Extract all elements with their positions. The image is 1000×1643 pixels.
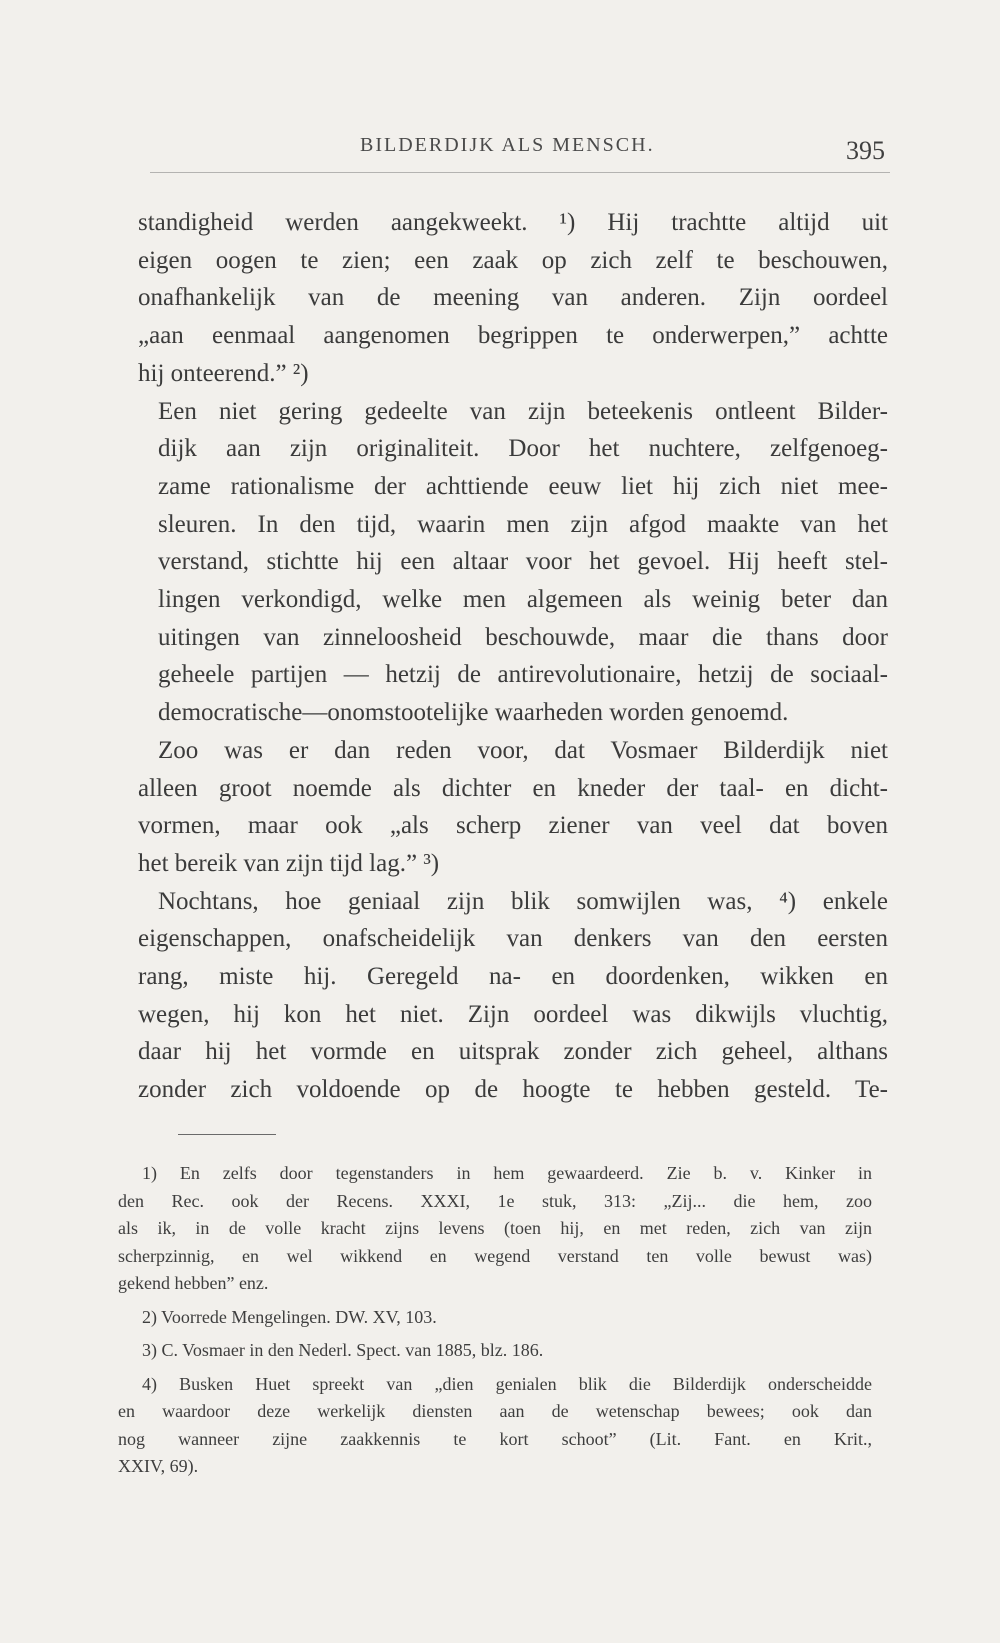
running-head <box>0 128 1000 168</box>
text-line: Zoo was er dan reden voor, dat Vosmaer Bilderdijk niet <box>158 736 888 764</box>
text-line: rang, miste hij. Geregeld na- en doordenken, wikken en <box>138 963 888 991</box>
text-line: verstand, stichtte hij een altaar voor het gevoel. Hij heeft stel- <box>158 548 888 576</box>
running-title: BILDERDIJK ALS MENSCH. <box>360 134 655 156</box>
text-line: eigenschappen, onafscheidelijk van denkers van den eersten <box>138 925 888 953</box>
footnote-line: nog wanneer zijne zaakkennis te kort schoot” (Lit. Fant. en Krit., <box>118 1428 872 1449</box>
footnote-line: en waardoor deze werkelijk diensten aan de wetenschap bewees; ook dan <box>118 1401 872 1421</box>
text-line: alleen groot noemde als dichter en kneder der taal- en dicht- <box>138 774 888 802</box>
footnote-line: scherpzinnig, en wel wikkend en wegend verstand ten volle bewust was) <box>118 1245 872 1266</box>
text-line: standigheid werden aangekweekt. ¹) Hij trachtte altijd uit <box>138 209 888 236</box>
text-line: daar hij het vormde en uitsprak zonder zich geheel, althans <box>138 1038 888 1066</box>
footnote-1 <box>118 1160 872 1298</box>
footnote-line: 3) C. Vosmaer in den Nederl. Spect. van 1885, blz. 186. <box>142 1340 544 1360</box>
paragraph-1 <box>138 204 888 393</box>
text-line: zame rationalisme der achttiende eeuw liet hij zich niet mee- <box>158 472 888 500</box>
footnote-line: 1) En zelfs door tegenstanders in hem gewaardeerd. Zie b. v. Kinker in <box>142 1163 872 1183</box>
text-line: lingen verkondigd, welke men algemeen als weinig beter dan <box>158 586 888 614</box>
text-line: vormen, maar ook „als scherp ziener van veel dat boven <box>138 812 888 840</box>
footnote-line: 2) Voorrede Mengelingen. DW. XV, 103. <box>142 1306 437 1327</box>
text-line: sleuren. In den tijd, waarin men zijn afgod maakte van het <box>158 510 888 538</box>
footnote-line: gekend hebben” enz. <box>118 1273 269 1293</box>
text-line: democratische—onomstootelijke waarheden worden genoemd. <box>158 699 789 727</box>
footnote-line: den Rec. ook der Recens. XXXI, 1e stuk, 313: „Zij... die hem, zoo <box>118 1190 872 1211</box>
text-line: eigen oogen te zien; een zaak op zich zelf te beschouwen, <box>138 246 888 274</box>
page-number: 395 <box>846 136 885 165</box>
text-line: uitingen van zinneloosheid beschouwde, maar die thans door <box>158 623 888 651</box>
footnote-line: als ik, in de volle kracht zijns levens (toen hij, en met reden, zich van zijn <box>118 1218 872 1238</box>
paragraph-3 <box>138 732 888 883</box>
text-line: geheele partijen — hetzij de antirevolutionaire, hetzij de sociaal- <box>158 661 888 689</box>
footnote-rule <box>178 1134 276 1135</box>
body-text <box>138 204 888 1109</box>
text-line: dijk aan zijn originaliteit. Door het nuchtere, zelfgenoeg- <box>158 435 888 463</box>
text-line: zonder zich voldoende op de hoogte te hebben gesteld. Te- <box>138 1076 888 1104</box>
footnote-2 <box>118 1304 872 1332</box>
text-line: onafhankelijk van de meening van anderen. Zijn oordeel <box>138 284 888 312</box>
text-line: het bereik van zijn tijd lag.” ³) <box>138 849 440 877</box>
footnote-line: 4) Busken Huet spreekt van „dien genialen blik die Bilderdijk onderscheidde <box>142 1373 872 1394</box>
footnotes <box>118 1160 872 1487</box>
footnote-line: XXIV, 69). <box>118 1456 199 1476</box>
text-line: Een niet gering gedeelte van zijn beteekenis ontleent Bilder- <box>158 397 888 425</box>
text-line: „aan eenmaal aangenomen begrippen te onderwerpen,” achtte <box>138 322 888 350</box>
paragraph-4 <box>138 883 888 1109</box>
paragraph-2 <box>138 393 888 732</box>
footnote-3 <box>118 1337 872 1365</box>
text-line: wegen, hij kon het niet. Zijn oordeel was dikwijls vluchtig, <box>138 1000 888 1028</box>
header-rule <box>150 172 890 173</box>
text-line: Nochtans, hoe geniaal zijn blik somwijlen was, ⁴) enkele <box>158 887 888 915</box>
footnote-4 <box>118 1371 872 1481</box>
text-line: hij onteerend.” ²) <box>138 359 309 387</box>
